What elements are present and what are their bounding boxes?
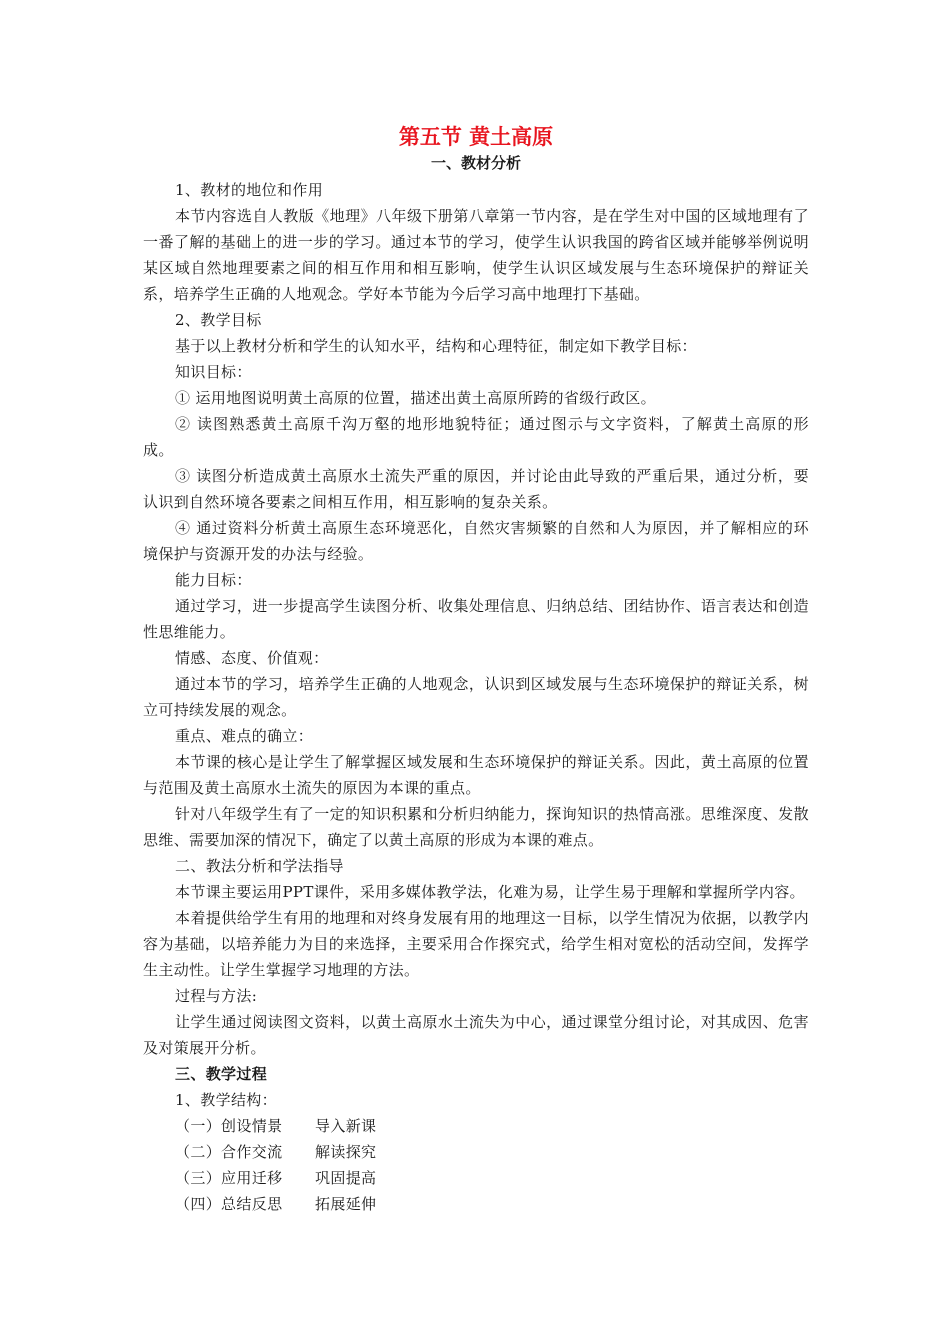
structure-item (143, 1113, 809, 1139)
document-body (143, 122, 809, 1217)
structure-item (143, 1139, 809, 1165)
paragraph: 针对八年级学生有了一定的知识积累和分析归纳能力，探询知识的热情高涨。思维深度、发散思维、需要加深的情况下，确定了以黄土高原的形成为本课的难点。 (143, 805, 809, 849)
paragraph: 基于以上教材分析和学生的认知水平，结构和心理特征，制定如下教学目标： (175, 337, 697, 355)
section-heading-1: 一、教材分析 (430, 154, 521, 172)
paragraph: 二、教法分析和学法指导 (175, 857, 344, 875)
structure-label: 1、教学结构： (175, 1091, 277, 1109)
paragraph: 本节课的核心是让学生了解掌握区域发展和生态环境保护的辩证关系。因此，黄土高原的位置与范围及黄土高原水土流失的原因为本课的重点。 (143, 753, 809, 797)
paragraph: 情感、态度、价值观： (175, 649, 329, 667)
paragraph: 通过学习，进一步提高学生读图分析、收集处理信息、归纳总结、团结协作、语言表达和创造性思维能力。 (143, 597, 809, 641)
structure-item (143, 1191, 809, 1217)
paragraph: ② 读图熟悉黄土高原千沟万壑的地形地貌特征；通过图示与文字资料，了解黄土高原的形成。 (143, 415, 809, 459)
structure-desc: 拓展延伸 (315, 1195, 377, 1213)
paragraph: 能力目标： (175, 571, 252, 589)
structure-desc: 巩固提高 (315, 1169, 377, 1187)
structure-desc: 解读探究 (315, 1143, 377, 1161)
paragraph: 重点、难点的确立： (175, 727, 314, 745)
structure-desc: 导入新课 (315, 1117, 377, 1135)
paragraph: ① 运用地图说明黄土高原的位置，描述出黄土高原所跨的省级行政区。 (175, 389, 656, 407)
paragraph: 知识目标： (175, 363, 252, 381)
structure-step: （四）总结反思 (175, 1195, 283, 1213)
paragraph: 过程与方法: (175, 987, 258, 1005)
structure-step: （一）创设情景 (175, 1117, 283, 1135)
paragraph: 让学生通过阅读图文资料，以黄土高原水土流失为中心，通过课堂分组讨论，对其成因、危害及对策展开分析。 (143, 1013, 809, 1057)
section-heading-3: 三、教学过程 (175, 1065, 268, 1083)
structure-item (143, 1165, 809, 1191)
structure-step: （三）应用迁移 (175, 1169, 283, 1187)
paragraph: 2、教学目标 (175, 311, 262, 329)
paragraph: 1、教材的地位和作用 (175, 181, 324, 199)
paragraph: 本节课主要运用PPT课件，采用多媒体教学法，化难为易，让学生易于理解和掌握所学内容。 (175, 883, 805, 901)
page-title: 第五节 黄土高原 (398, 125, 554, 149)
paragraph: 通过本节的学习，培养学生正确的人地观念，认识到区域发展与生态环境保护的辩证关系，树立可持续发展的观念。 (143, 675, 809, 719)
paragraph: ③ 读图分析造成黄土高原水土流失严重的原因，并讨论由此导致的严重后果，通过分析，要认识到自然环境各要素之间相互作用，相互影响的复杂关系。 (143, 467, 809, 511)
paragraph: 本着提供给学生有用的地理和对终身发展有用的地理这一目标，以学生情况为依据，以教学内容为基础，以培养能力为目的来选择，主要采用合作探究式，给学生相对宽松的活动空间，发挥学生主动性。让学生掌握学习地理的方法。 (143, 909, 809, 979)
paragraph: ④ 通过资料分析黄土高原生态环境恶化，自然灾害频繁的自然和人为原因，并了解相应的环境保护与资源开发的办法与经验。 (143, 519, 809, 563)
structure-step: （二）合作交流 (175, 1143, 283, 1161)
paragraph: 本节内容选自人教版《地理》八年级下册第八章第一节内容，是在学生对中国的区域地理有了一番了解的基础上的进一步的学习。通过本节的学习，使学生认识我国的跨省区域并能够举例说明某区域自然地理要素之间的相互作用和相互影响，使学生认识区域发展与生态环境保护的辩证关系，培养学生正确的人地观念。学好本节能为今后学习高中地理打下基础。 (143, 207, 809, 303)
